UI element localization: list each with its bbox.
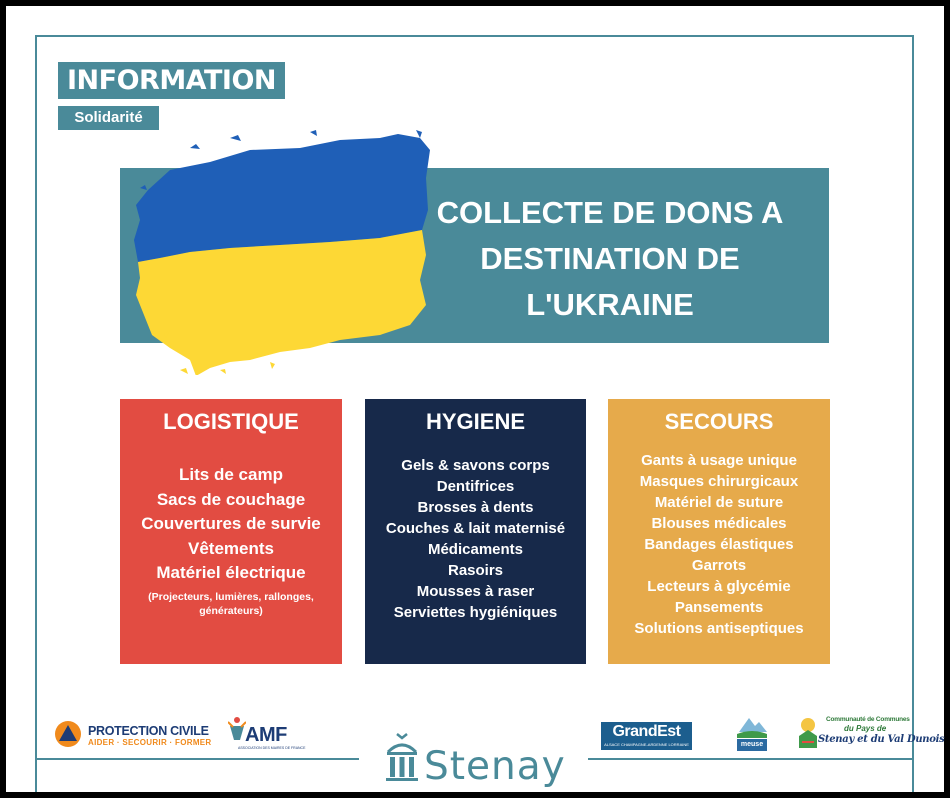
meuse-name: meuse bbox=[737, 739, 767, 751]
stenay-name: Stenay bbox=[424, 744, 566, 789]
list-item: Solutions antiseptiques bbox=[634, 620, 804, 637]
amf-logo bbox=[228, 712, 308, 752]
list-item: Lecteurs à glycémie bbox=[647, 578, 791, 595]
stenay-building-icon bbox=[384, 732, 420, 784]
amf-subtitle: ASSOCIATION DES MAIRES DE FRANCE bbox=[238, 746, 306, 750]
stenay-logo bbox=[384, 726, 568, 788]
list-item: Couches & lait maternisé bbox=[385, 520, 566, 537]
cc-line-1: Communauté de Communes bbox=[826, 716, 910, 723]
card-note: (Projecteurs, lumières, rallonges, générateurs) bbox=[148, 590, 314, 617]
banner-title bbox=[425, 190, 795, 328]
cc-emblem-icon bbox=[796, 716, 820, 750]
ukraine-flag-icon bbox=[130, 130, 430, 375]
list-item: Garrots bbox=[691, 557, 747, 574]
cc-line-3: Stenay et du Val Dunois bbox=[818, 734, 945, 745]
footer-divider bbox=[37, 758, 359, 760]
card-title: HYGIENE bbox=[425, 409, 526, 434]
card-title: SECOURS bbox=[664, 409, 774, 434]
meuse-landscape-icon bbox=[735, 714, 769, 738]
list-item: Pansements bbox=[674, 599, 764, 616]
card-hygiene bbox=[365, 399, 586, 664]
protection-civile-logo bbox=[54, 720, 212, 750]
amf-figure-icon bbox=[228, 716, 246, 740]
banner-title-line: COLLECTE DE DONS A bbox=[436, 195, 784, 230]
list-item: Masques chirurgicaux bbox=[639, 473, 799, 490]
list-item: Vêtements bbox=[188, 538, 274, 558]
information-tag: INFORMATION bbox=[58, 62, 285, 99]
banner-title-line: DESTINATION DE bbox=[480, 241, 740, 276]
solidarite-tag: Solidarité bbox=[58, 106, 159, 130]
list-item: Lits de camp bbox=[179, 465, 283, 484]
list-item: Serviettes hygiéniques bbox=[393, 604, 558, 621]
list-item: Gels & savons corps bbox=[401, 457, 550, 474]
grand-est-logo bbox=[601, 722, 692, 750]
banner-title-line: L'UKRAINE bbox=[526, 287, 694, 322]
list-item: Mousses à raser bbox=[416, 583, 535, 600]
list-item: Matériel de suture bbox=[654, 494, 784, 511]
protection-civile-name: PROTECTION CIVILE bbox=[88, 724, 209, 738]
grand-est-name: GrandEst bbox=[612, 723, 681, 740]
card-title: LOGISTIQUE bbox=[163, 409, 299, 434]
list-item: Sacs de couchage bbox=[156, 489, 306, 509]
meuse-logo bbox=[735, 714, 769, 752]
footer-divider bbox=[588, 758, 914, 760]
list-item: Blouses médicales bbox=[651, 515, 787, 532]
protection-civile-icon bbox=[54, 720, 82, 748]
list-item: Brosses à dents bbox=[417, 499, 534, 516]
list-item: Gants à usage unique bbox=[641, 452, 797, 469]
grand-est-subtitle: ALSACE CHAMPAGNE-ARDENNE LORRAINE bbox=[604, 742, 689, 747]
list-item: Matériel électrique bbox=[156, 563, 306, 582]
cc-line-2: du Pays de bbox=[844, 724, 887, 733]
card-logistique bbox=[120, 399, 342, 664]
amf-name: AMF bbox=[245, 724, 287, 746]
list-item: Dentifrices bbox=[436, 478, 515, 495]
protection-civile-motto: AIDER · SECOURIR · FORMER bbox=[88, 738, 212, 747]
card-secours bbox=[608, 399, 830, 664]
list-item: Médicaments bbox=[427, 541, 524, 558]
list-item: Bandages élastiques bbox=[644, 536, 794, 553]
list-item: Couvertures de survie bbox=[141, 514, 321, 533]
communaute-communes-logo bbox=[796, 713, 945, 753]
list-item: Rasoirs bbox=[447, 562, 504, 579]
